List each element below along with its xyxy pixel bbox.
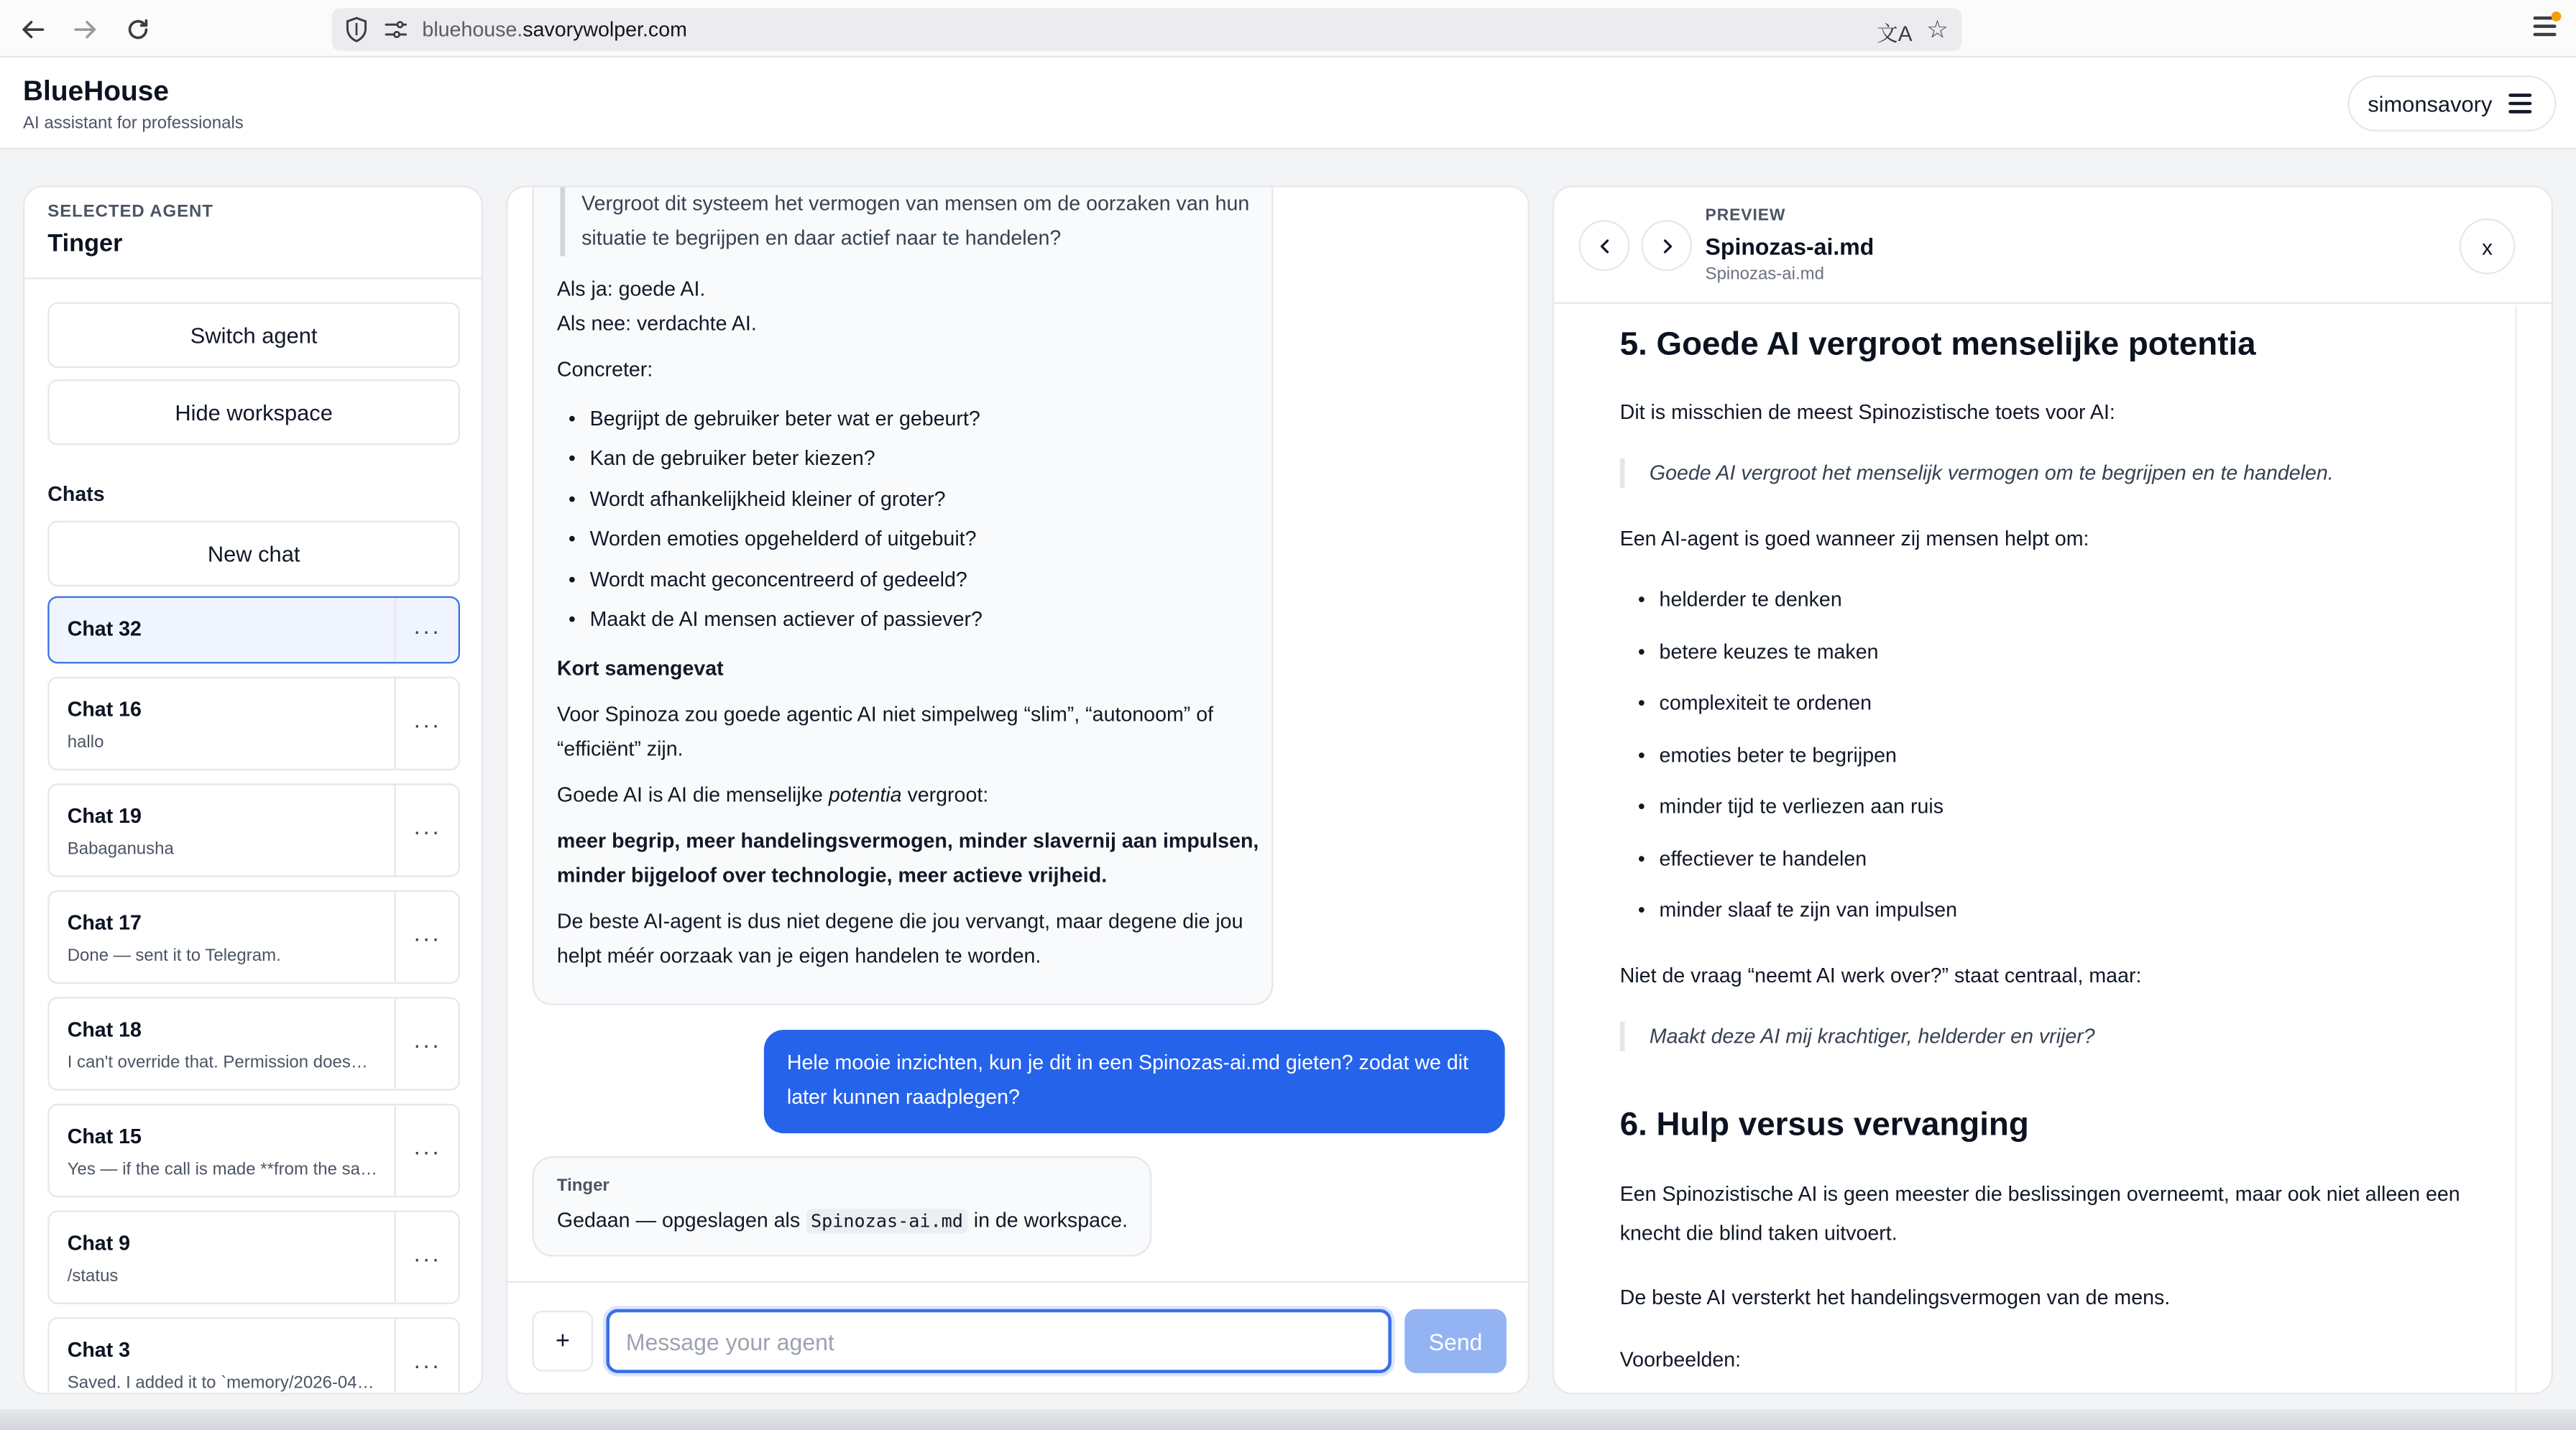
message-bullet: • Begrijpt de gebruiker beter wat er gebeurt? (590, 407, 980, 430)
brand-tagline: AI assistant for professionals (22, 113, 244, 134)
message-line (557, 778, 988, 813)
doc-blockquote: Maakt deze AI mij krachtiger, helderder en vrijer? (1620, 1022, 2475, 1051)
chat-name: Chat 9 (67, 1232, 131, 1255)
chat-more-button[interactable]: ··· (395, 1212, 459, 1303)
message-line: Als nee: verdachte AI. (556, 312, 757, 336)
chat-preview: Babaganusha (67, 839, 174, 859)
prev-file-button[interactable] (1579, 220, 1630, 271)
send-button[interactable]: Send (1404, 1309, 1506, 1373)
message-line: Als ja: goede AI. (556, 277, 706, 301)
chat-item[interactable] (47, 783, 460, 877)
reply-text: in de workspace. (967, 1209, 1128, 1232)
message-text: vergroot: (901, 783, 989, 807)
message-sender: Tinger (556, 1176, 610, 1196)
preview-scrollbar[interactable] (2515, 305, 2553, 1394)
reload-icon[interactable] (121, 13, 155, 46)
message-input[interactable] (606, 1309, 1392, 1373)
chat-preview: Yes — if the call is made **from the sa… (67, 1159, 378, 1180)
doc-heading: 6. Hulp versus vervanging (1619, 1107, 2029, 1143)
hide-workspace-button[interactable]: Hide workspace (47, 379, 460, 445)
chat-name: Chat 32 (67, 617, 142, 641)
message-quote: Vergroot dit systeem het vermogen van mensen om de oorzaken van hun situatie te begrijpen en daar actief naar te handelen? (560, 188, 1250, 257)
message-line: “efficiënt” zijn. (556, 737, 684, 761)
url-prefix: bluehouse. (422, 18, 523, 42)
chat-list (47, 596, 460, 1395)
doc-paragraph: Niet de vraag “neemt AI werk over?” staat centraal, maar: (1619, 964, 2142, 987)
message-bullet: • Worden emoties opgehelderd of uitgebuit? (590, 527, 977, 550)
update-dot-icon (2552, 11, 2562, 22)
chat-item[interactable] (47, 677, 460, 770)
preview-title: Spinozas-ai.md (1705, 233, 1874, 260)
browser-menu-icon[interactable] (2534, 17, 2557, 36)
inline-code: Spinozas-ai.md (806, 1209, 968, 1233)
chat-more-button[interactable]: ··· (395, 1105, 459, 1196)
chat-item[interactable] (47, 1317, 460, 1394)
chat-more-button[interactable]: ··· (395, 999, 459, 1089)
chat-more-button[interactable]: ··· (395, 1319, 459, 1394)
agent-sidebar (23, 185, 483, 1394)
chevron-left-icon (1596, 237, 1613, 254)
attach-button[interactable]: + (533, 1311, 594, 1372)
close-preview-button[interactable]: x (2460, 218, 2516, 275)
forward-icon[interactable] (69, 13, 102, 46)
chat-item-active[interactable] (47, 596, 460, 664)
chat-item[interactable] (47, 997, 460, 1090)
chat-more-button[interactable]: ··· (395, 678, 459, 769)
chat-name: Chat 15 (67, 1125, 142, 1148)
doc-list-item: • minder tijd te verliezen aan ruis (1660, 795, 1944, 818)
chat-name: Chat 16 (67, 698, 142, 721)
user-menu-button[interactable] (2348, 75, 2557, 132)
message-bullet: • Maakt de AI mensen actiever of passiever? (590, 608, 983, 631)
message-bullet: • Wordt afhankelijkheid kleiner of groter? (590, 488, 946, 511)
brand-title: BlueHouse (22, 75, 169, 107)
message-line: helpt méér oorzaak van je eigen handelen te worden. (556, 944, 1041, 968)
message-line: Voor Spinoza zou goede agentic AI niet simpelweg “slim”, “autonoom” of (556, 703, 1214, 726)
message-bullet: • Kan de gebruiker beter kiezen? (590, 447, 875, 470)
doc-paragraph: knecht die blind taken uitvoert. (1619, 1222, 1898, 1245)
message-composer (507, 1281, 1527, 1395)
chat-name: Chat 18 (67, 1018, 142, 1042)
sidebar-divider (24, 277, 481, 279)
url-domain: savorywolper.com (523, 18, 687, 42)
chats-heading: Chats (47, 482, 105, 506)
doc-list-item: • betere keuzes te maken (1660, 640, 1879, 663)
chat-preview: Saved. I added it to `memory/2026-04… (67, 1373, 374, 1393)
doc-heading: 5. Goede AI vergroot menselijke potentia (1619, 326, 2256, 364)
user-message: Hele mooie inzichten, kun je dit in een Spinozas-ai.md gieten? zodat we dit later kunnen raadplegen? (764, 1030, 1505, 1133)
translate-icon[interactable]: 文A (1877, 21, 1913, 46)
chat-item[interactable] (47, 890, 460, 984)
doc-paragraph: Dit is misschien de meest Spinozistische toets voor AI: (1619, 400, 2115, 424)
selected-agent-name: Tinger (47, 229, 123, 258)
chat-preview: I can't override that. Permission does… (67, 1053, 368, 1073)
doc-paragraph: De beste AI versterkt het handelingsvermogen van de mens. (1619, 1286, 2171, 1309)
chat-preview: hallo (67, 732, 104, 752)
chat-name: Chat 17 (67, 911, 142, 935)
selected-agent-label: SELECTED AGENT (47, 202, 213, 222)
message-line: Concreter: (556, 358, 653, 382)
message-emphasis: potentia (828, 783, 902, 807)
chat-preview: /status (67, 1266, 119, 1286)
doc-list-item: • minder slaaf te zijn van impulsen (1660, 898, 1957, 921)
browser-toolbar (0, 0, 2576, 57)
message-heading: Kort samengevat (556, 657, 724, 681)
chat-more-button[interactable]: ··· (395, 598, 459, 662)
reply-text: Gedaan — opgeslagen als (556, 1209, 806, 1232)
message-text (557, 1209, 1128, 1232)
agent-message (533, 1156, 1152, 1256)
chat-item[interactable] (47, 1211, 460, 1304)
new-chat-button[interactable]: New chat (47, 521, 460, 586)
doc-blockquote: Goede AI vergroot het menselijk vermogen om te begrijpen en te handelen. (1620, 458, 2475, 488)
chat-name: Chat 19 (67, 804, 142, 828)
message-line: De beste AI-agent is dus niet degene die jou vervangt, maar degene die jou (556, 910, 1243, 933)
preview-subtitle: Spinozas-ai.md (1705, 264, 1824, 285)
chat-more-button[interactable]: ··· (395, 892, 459, 982)
shield-icon[interactable] (345, 17, 368, 43)
next-file-button[interactable] (1641, 220, 1692, 271)
doc-list-item: • complexiteit te ordenen (1660, 691, 1872, 714)
doc-paragraph: Een AI-agent is goed wanneer zij mensen helpt om: (1619, 527, 2089, 550)
username: simonsavory (2368, 91, 2493, 116)
doc-paragraph: Een Spinozistische AI is geen meester die beslissingen overneemt, maar ook niet alleen een (1619, 1182, 2460, 1206)
markdown-preview[interactable] (1554, 305, 2515, 1394)
chat-more-button[interactable]: ··· (395, 785, 459, 876)
doc-list-item: • helderder te denken (1660, 588, 1842, 611)
preview-panel (1552, 185, 2553, 1394)
doc-paragraph: Voorbeelden: (1619, 1348, 1742, 1372)
hamburger-icon (2508, 88, 2531, 118)
app-header (0, 57, 2576, 149)
chat-preview: Done — sent it to Telegram. (67, 946, 281, 966)
url-bar[interactable] (332, 8, 1961, 50)
agent-message (533, 188, 1274, 1005)
message-bullet: • Wordt macht geconcentreerd of gedeeld? (590, 568, 967, 591)
window-bottom-edge (0, 1409, 2576, 1430)
switch-agent-button[interactable]: Switch agent (47, 303, 460, 368)
connection-settings-icon[interactable] (385, 19, 408, 39)
chevron-right-icon (1658, 237, 1675, 254)
chat-name: Chat 3 (67, 1338, 131, 1362)
message-bold-line: meer begrip, meer handelingsvermogen, minder slavernij aan impulsen, (556, 829, 1259, 853)
doc-list-item: • emoties beter te begrijpen (1660, 744, 1897, 767)
preview-header (1554, 188, 2551, 304)
url-text[interactable] (422, 18, 686, 41)
chat-panel (506, 185, 1530, 1394)
preview-label: PREVIEW (1705, 206, 1786, 226)
message-list[interactable] (507, 188, 1527, 1281)
chat-item[interactable] (47, 1104, 460, 1197)
message-bold-line: minder bijgeloof over technologie, meer actieve vrijheid. (556, 864, 1108, 887)
message-text: Goede AI is AI die menselijke (556, 783, 829, 807)
back-icon[interactable] (17, 13, 50, 46)
bookmark-star-icon[interactable]: ☆ (1926, 16, 1949, 45)
doc-list-item: • effectiever te handelen (1660, 847, 1867, 870)
